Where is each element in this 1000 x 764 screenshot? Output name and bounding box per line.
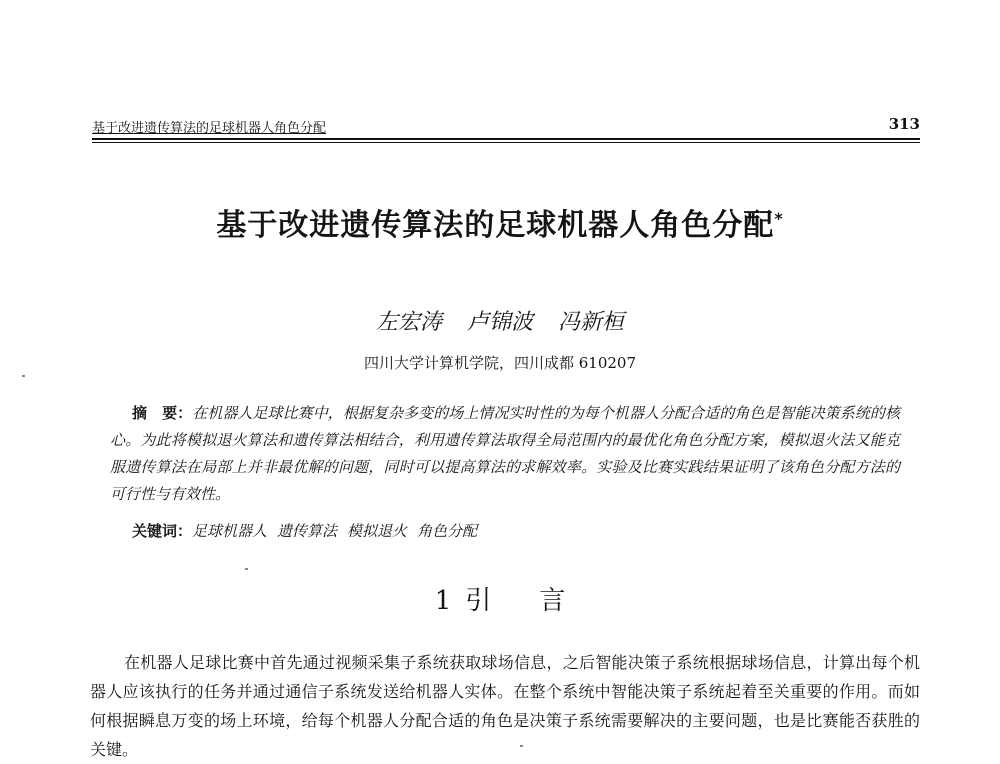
abstract bbox=[110, 400, 900, 508]
paper-title bbox=[0, 200, 1000, 244]
title-footnote-mark: * bbox=[774, 209, 784, 228]
section-number: 1 bbox=[434, 586, 452, 616]
abstract-text: 在机器人足球比赛中，根据复杂多变的场上情况实时性的为每个机器人分配合适的角色是智能决策系统的核心。为此将模拟退火算法和遗传算法相结合，利用遗传算法取得全局范围内的最优化角色分配方案，模拟退火法又能克服遗传算法在局部上并非最优解的问题，同时可以提高算法的求解效率。实验及比赛实践结果证明了该角色分配方法的可行性与有效性。 bbox=[110, 404, 900, 503]
keyword: 模拟退火 bbox=[347, 522, 408, 540]
paper-title-text: 基于改进遗传算法的足球机器人角色分配 bbox=[216, 208, 775, 243]
keywords-label: 关键词： bbox=[132, 522, 193, 540]
author: 左宏涛 bbox=[375, 310, 442, 335]
section-heading bbox=[0, 580, 1000, 617]
intro-paragraph: 在机器人足球比赛中首先通过视频采集子系统获取球场信息，之后智能决策子系统根据球场信息，计算出每个机器人应该执行的任务并通过通信子系统发送给机器人实体。在整个系统中智能决策子系统起着至关重要的作用。而如何根据瞬息万变的场上环境，给每个机器人分配合适的角色是决策子系统需要解决的主要问题，也是比赛能否获胜的关键。 bbox=[90, 653, 920, 759]
running-title: 基于改进遗传算法的足球机器人角色分配 bbox=[92, 121, 327, 136]
scan-speck bbox=[22, 375, 25, 377]
header-rule-thick bbox=[92, 138, 920, 140]
author: 卢锦波 bbox=[466, 310, 533, 335]
section-title-part: 言 bbox=[539, 586, 566, 616]
section-title-part: 引 bbox=[465, 586, 492, 616]
author-list bbox=[0, 305, 1000, 336]
running-header bbox=[92, 115, 920, 135]
affiliation: 四川大学计算机学院，四川成都 610207 bbox=[363, 354, 637, 372]
keyword: 足球机器人 bbox=[192, 522, 268, 540]
keyword: 角色分配 bbox=[417, 522, 478, 540]
abstract-label: 摘 要： bbox=[132, 404, 193, 422]
keyword: 遗传算法 bbox=[277, 522, 338, 540]
scan-speck bbox=[245, 568, 248, 570]
keywords bbox=[132, 520, 487, 541]
author: 冯新桓 bbox=[558, 310, 625, 335]
page-number: 313 bbox=[888, 115, 920, 133]
scan-speck bbox=[520, 745, 523, 747]
header-rule-thin bbox=[92, 142, 920, 143]
